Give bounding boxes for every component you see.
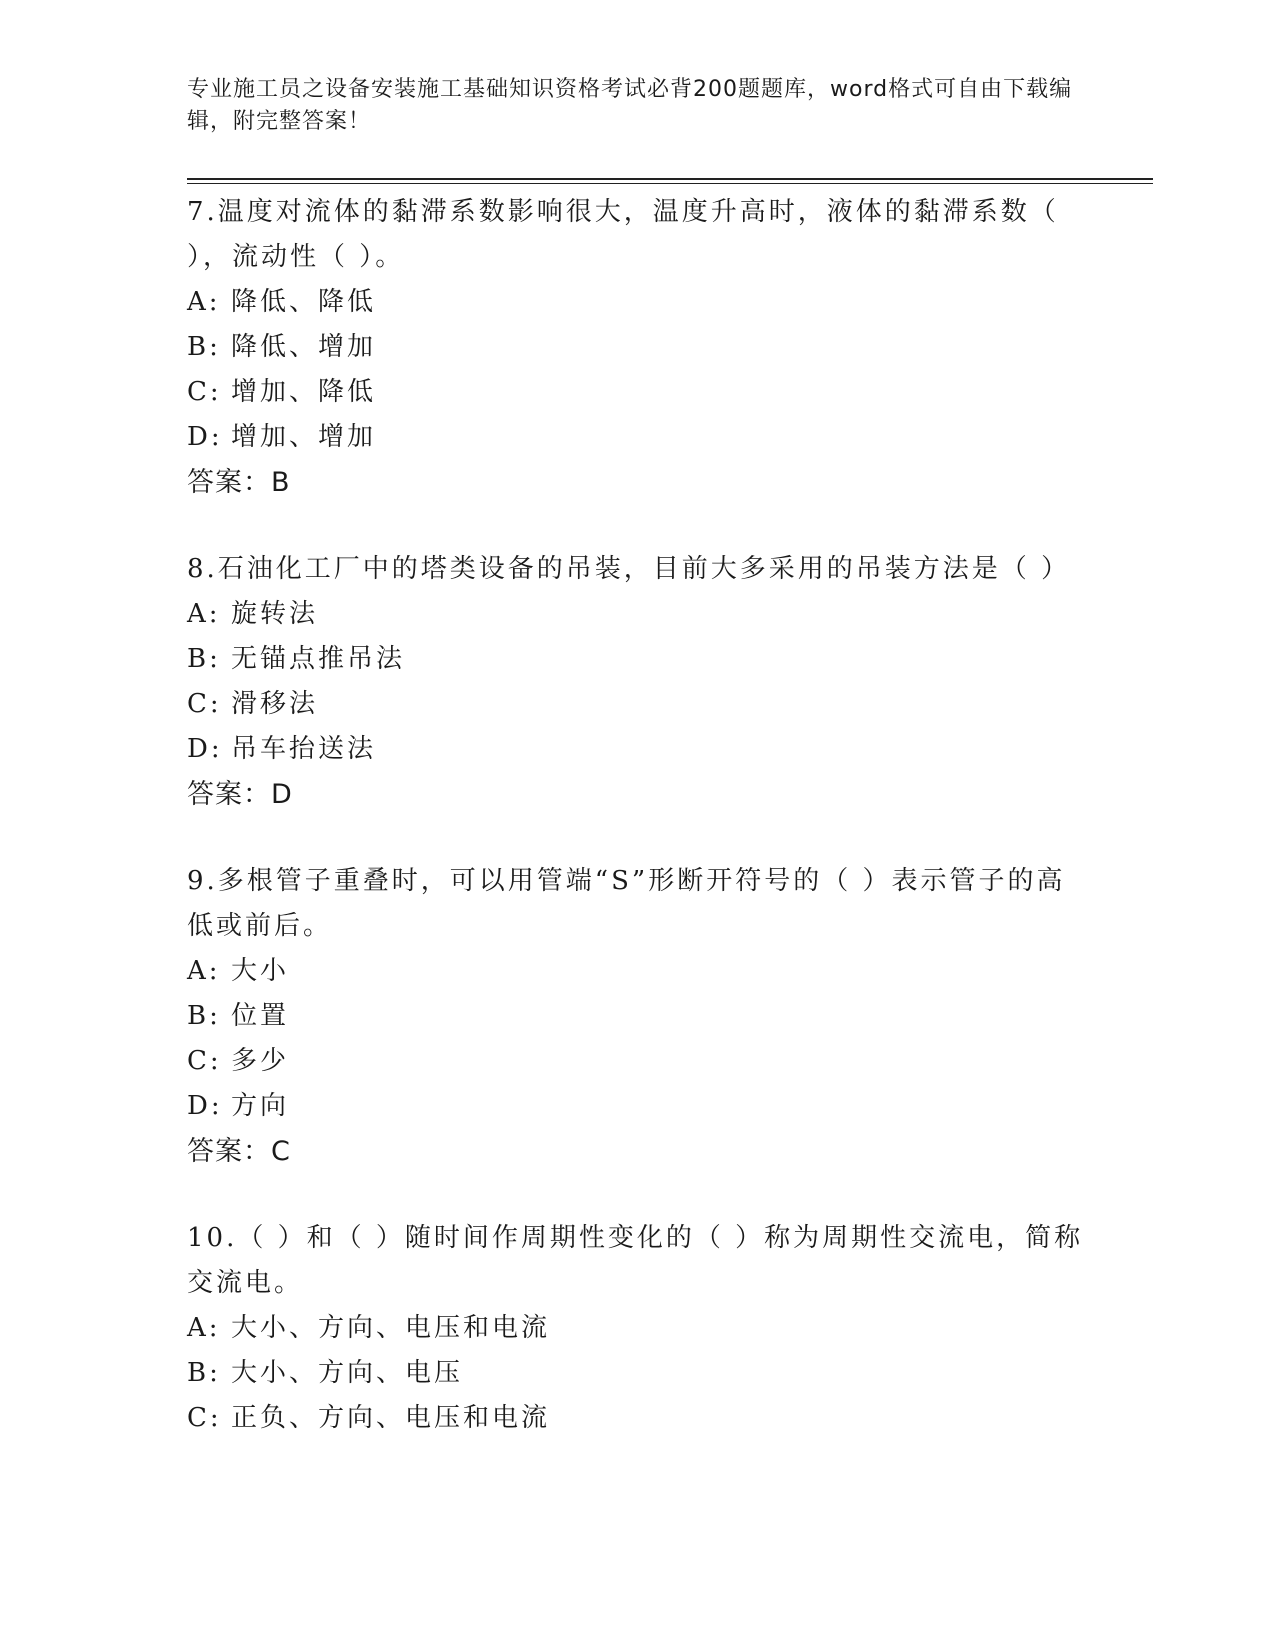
question-list	[187, 190, 1087, 1483]
option-text: 大小、方向、电压	[231, 1358, 464, 1388]
option-text: 大小、方向、电压和电流	[231, 1313, 551, 1343]
option-c	[187, 370, 1087, 415]
document-header: 专业施工员之设备安装施工基础知识资格考试必背200题题库，word格式可自由下载编辑，附完整答案！	[187, 77, 1073, 134]
option-text: 降低、降低	[231, 287, 377, 317]
answer-line: 答案：B	[187, 467, 291, 498]
option-b	[187, 325, 1087, 370]
option-text: 增加、增加	[231, 422, 377, 452]
question-10	[187, 1216, 1087, 1441]
option-letter: D:	[187, 1091, 223, 1121]
option-letter: C:	[187, 689, 222, 719]
option-letter: C:	[187, 1046, 222, 1076]
question-7	[187, 190, 1087, 505]
option-text: 降低、增加	[231, 332, 377, 362]
option-letter: C:	[187, 377, 222, 407]
option-text: 无锚点推吊法	[231, 644, 406, 674]
option-b	[187, 994, 1087, 1039]
option-letter: A:	[187, 287, 221, 317]
option-letter: A:	[187, 1313, 221, 1343]
question-stem: 7.温度对流体的黏滞系数影响很大，温度升高时，液体的黏滞系数（ ），流动性（ ）。	[187, 197, 1059, 272]
option-text: 多少	[231, 1046, 290, 1076]
option-c	[187, 1396, 1087, 1441]
option-text: 滑移法	[231, 689, 319, 719]
option-c	[187, 682, 1087, 727]
option-letter: A:	[187, 599, 221, 629]
option-letter: D:	[187, 422, 223, 452]
option-text: 位置	[231, 1001, 290, 1031]
option-d	[187, 1084, 1087, 1129]
option-letter: B:	[187, 332, 221, 362]
option-text: 增加、降低	[231, 377, 377, 407]
answer-line: 答案：D	[187, 779, 293, 810]
option-c	[187, 1039, 1087, 1084]
question-stem: 9.多根管子重叠时，可以用管端“S”形断开符号的（ ）表示管子的高低或前后。	[187, 866, 1066, 941]
option-letter: D:	[187, 734, 223, 764]
option-text: 旋转法	[231, 599, 319, 629]
option-a	[187, 1306, 1087, 1351]
option-text: 大小	[231, 956, 290, 986]
option-letter: B:	[187, 1358, 221, 1388]
option-text: 正负、方向、电压和电流	[231, 1403, 551, 1433]
header-divider-thin	[187, 183, 1153, 184]
question-9	[187, 859, 1087, 1174]
question-stem: 8.石油化工厂中的塔类设备的吊装，目前大多采用的吊装方法是（ ）	[187, 554, 1071, 584]
option-a	[187, 592, 1087, 637]
question-stem: 10.（ ）和（ ）随时间作周期性变化的（ ）称为周期性交流电，简称交流电。	[187, 1223, 1084, 1298]
option-b	[187, 1351, 1087, 1396]
header-divider-thick	[187, 178, 1153, 180]
option-letter: A:	[187, 956, 221, 986]
option-letter: B:	[187, 644, 221, 674]
option-a	[187, 280, 1087, 325]
option-d	[187, 727, 1087, 772]
answer-line: 答案：C	[187, 1136, 291, 1167]
question-8	[187, 547, 1087, 817]
option-b	[187, 637, 1087, 682]
option-d	[187, 415, 1087, 460]
option-letter: B:	[187, 1001, 221, 1031]
option-text: 吊车抬送法	[231, 734, 377, 764]
option-letter: C:	[187, 1403, 222, 1433]
option-text: 方向	[231, 1091, 290, 1121]
option-a	[187, 949, 1087, 994]
